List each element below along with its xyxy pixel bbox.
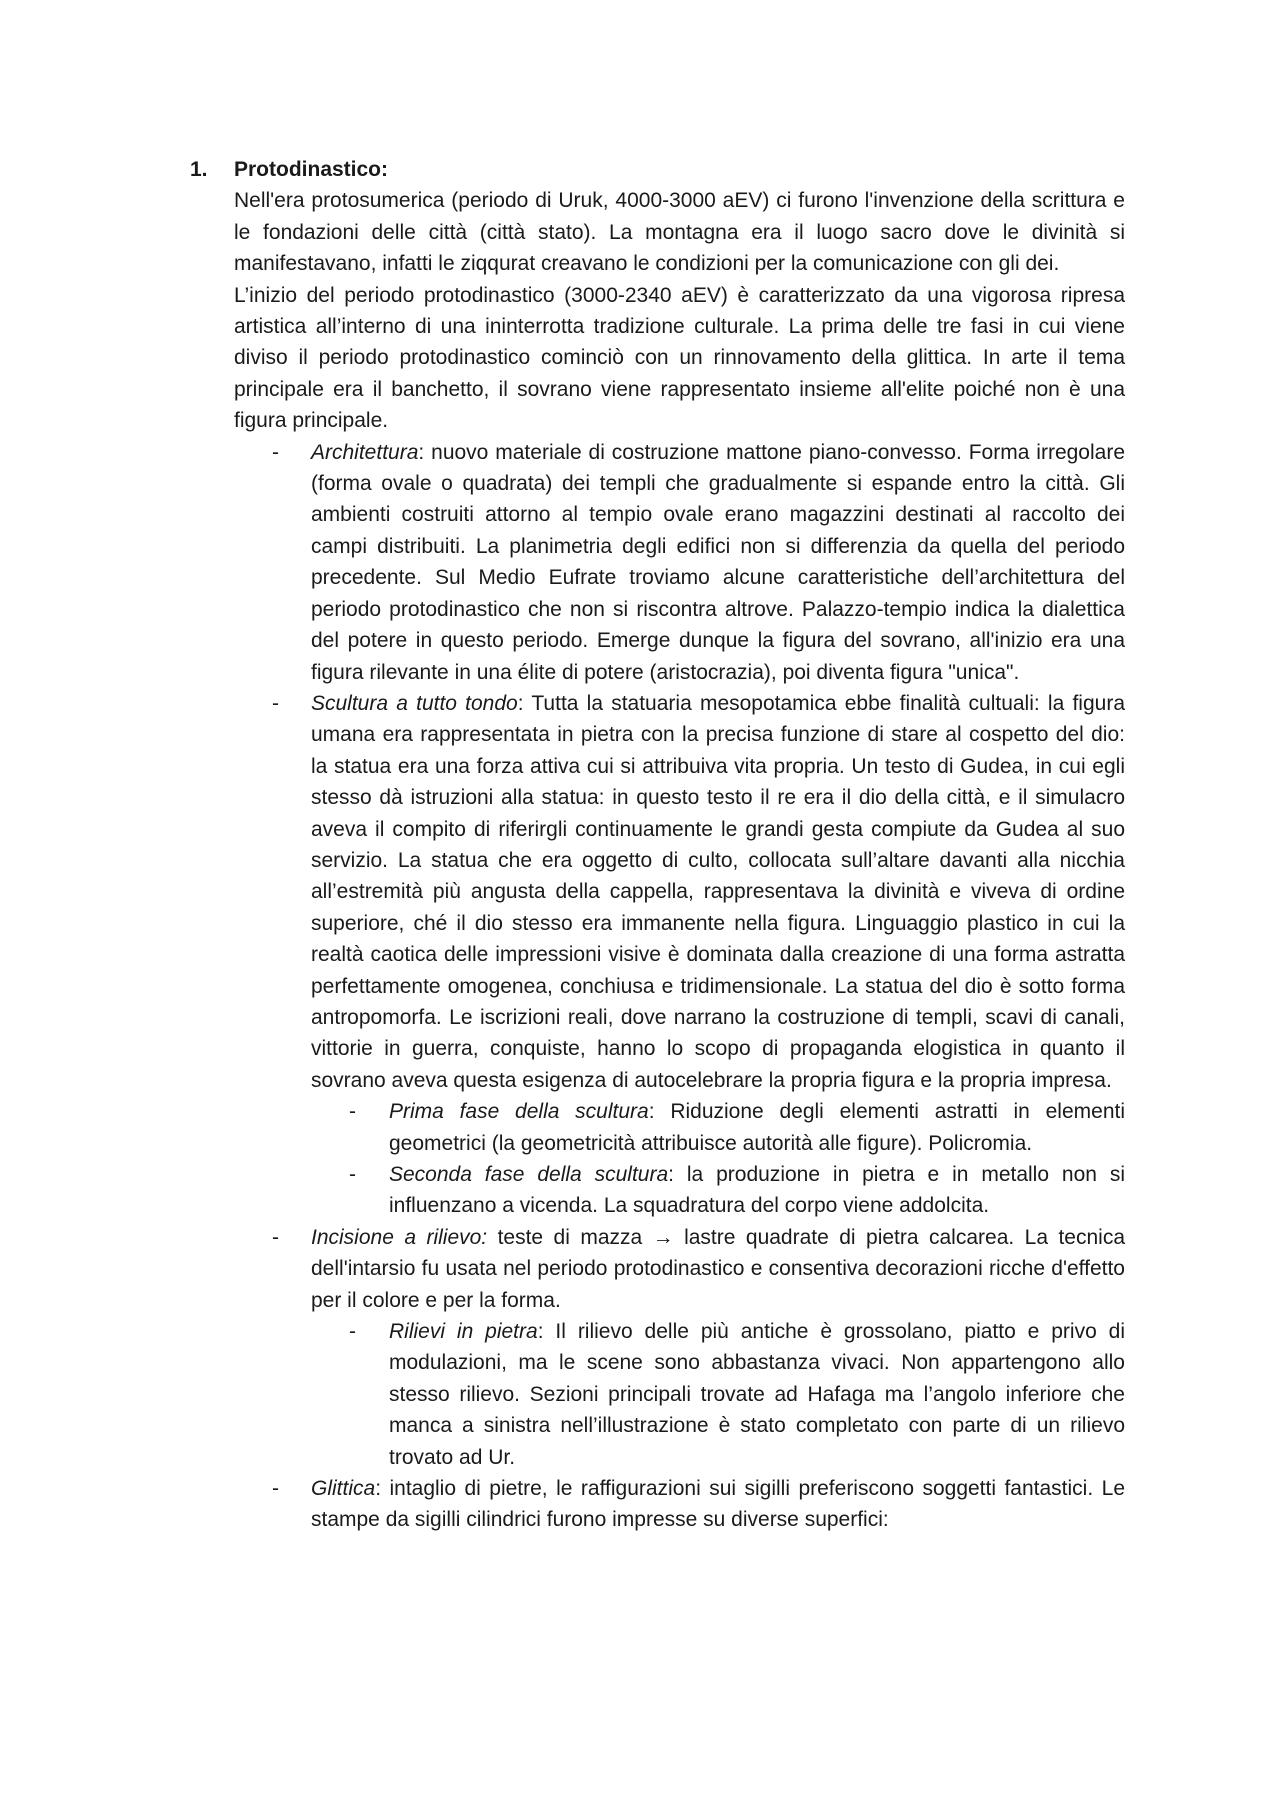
term-glittica: Glittica	[311, 1477, 376, 1501]
sublist-incisione	[311, 1316, 1125, 1473]
bullet-dash: -	[349, 1100, 356, 1124]
section-heading	[190, 154, 1125, 185]
bullet-dash: -	[272, 1225, 279, 1249]
description: : Tutta la statuaria mesopotamica ebbe finalità cultuali: la figura umana era rappresentata in pietra con la precisa funzione di stare al cospetto del dio: la statua era una forza attiva cui si attribuiva vita propria. Un testo di Gudea, in cui egli stesso dà istruzioni alla statua: in questo testo il re era il dio della città, e il simulacro aveva il compito di riferirgli continuamente le grandi gesta compiute da Gudea al suo servizio. La statua che era oggetto di culto, collocata sull’altare davanti alla nicchia all’estremità più angusta della cappella, rappresentava la divinità e viveva di ordine superiore, ché il dio stesso era immanente nella figura. Linguaggio plastico in cui la realtà caotica delle impressioni visive è dominata dalla creazione di una forma astratta perfettamente omogenea, conchiusa e tridimensionale. La statua del dio è sotto forma antropomorfa. Le iscrizioni reali, dove narrano la costruzione di templi, scavi di canali, vittorie in guerra, conquiste, hanno lo scopo di propaganda elogistica in quanto il sovrano aveva questa esigenza di autocelebrare la propria figura e la propria impresa.	[311, 691, 1125, 1092]
intro-paragraph-2: L’inizio del periodo protodinastico (3000-2340 aEV) è caratterizzato da una vigorosa ripresa artistica all’interno di una ininterrotta tradizione culturale. La prima delle tre fasi in cui viene diviso il periodo protodinastico cominciò con un rinnovamento della glittica. In arte il tema principale era il banchetto, il sovrano viene rappresentato insieme all'elite poiché non è una figura principale.	[234, 283, 1125, 433]
description: : intaglio di pietre, le raffigurazioni sui sigilli preferiscono soggetti fantastici. Le stampe da sigilli cilindrici furono impresse su diverse superfici:	[311, 1477, 1125, 1532]
sublist-item-rilievi	[311, 1316, 1125, 1473]
list-item-text	[311, 688, 1125, 1096]
description: : nuovo materiale di costruzione mattone piano-convesso. Forma irregolare (forma ovale o quadrata) dei templi che gradualmente si espande entro la città. Gli ambienti costruiti attorno al tempio ovale erano magazzini destinati al raccolto dei campi distribuiti. La planimetria degli edifici non si differenzia da quella del periodo precedente. Sul Medio Eufrate troviamo alcune caratteristiche dell’architettura del periodo protodinastico che non si riscontra altrove. Palazzo-tempio indica la dialettica del potere in questo periodo. Emerge dunque la figura del sovrano, all'inizio era una figura rilevante in una élite di potere (aristocrazia), poi diventa figura "unica".	[311, 440, 1125, 684]
term-rilievi: Rilievi in pietra	[389, 1320, 538, 1344]
list-item-text	[311, 1222, 1125, 1316]
term-architettura: Architettura	[311, 440, 419, 464]
list-item-text	[311, 1473, 1125, 1536]
bullet-dash: -	[272, 1477, 279, 1501]
intro-paragraph-1: Nell'era protosumerica (periodo di Uruk, 4000-3000 aEV) ci furono l'invenzione della scrittura e le fondazioni delle città (città stato). La montagna era il luogo sacro dove le divinità si manifestavano, infatti le ziqqurat creavano le condizioni per la comunicazione con gli dei.	[234, 189, 1125, 276]
bullet-dash: -	[272, 440, 279, 464]
sublist-item-seconda-fase	[311, 1159, 1125, 1222]
term-prima-fase: Prima fase della scultura	[389, 1100, 649, 1124]
term-seconda-fase: Seconda fase della scultura	[389, 1163, 669, 1186]
topic-list	[190, 437, 1125, 1536]
list-item-text	[389, 1096, 1125, 1159]
description: : la produzione in pietra e in metallo non si influenzano a vicenda. La squadratura del corpo viene addolcita.	[389, 1163, 1126, 1218]
description: teste di mazza → lastre quadrate di pietra calcarea. La tecnica dell'intarsio fu usata nel periodo protodinastico e consentiva decorazioni ricche d'effetto per il colore e per la forma.	[311, 1225, 1125, 1312]
bullet-dash: -	[349, 1163, 356, 1186]
description: : Riduzione degli elementi astratti in elementi geometrici (la geometricità attribuisce autorità alle figure). Policromia.	[389, 1100, 1125, 1155]
description: : Il rilievo delle più antiche è grossolano, piatto e privo di modulazioni, ma le scene sono abbastanza vivaci. Non appartengono allo stesso rilievo. Sezioni principali trovate ad Hafaga ma l’angolo inferiore che manca a sinistra nell’illustrazione è stato completato con parte di un rilievo trovato ad Ur.	[389, 1320, 1125, 1469]
section-title: Protodinastico:	[234, 158, 389, 181]
sublist-scultura	[311, 1096, 1125, 1222]
term-scultura: Scultura a tutto tondo	[311, 691, 518, 715]
list-item-glittica	[190, 1473, 1125, 1536]
list-item-scultura	[190, 688, 1125, 1222]
bullet-dash: -	[349, 1320, 356, 1344]
term-incisione: Incisione a rilievo:	[311, 1225, 488, 1249]
list-item-text	[389, 1159, 1125, 1222]
sublist-item-prima-fase	[311, 1096, 1125, 1159]
list-item-text	[311, 437, 1125, 688]
bullet-dash: -	[272, 691, 279, 715]
list-item-text	[389, 1316, 1125, 1473]
section-number: 1.	[190, 158, 208, 181]
list-item-incisione	[190, 1222, 1125, 1473]
list-item-architettura	[190, 437, 1125, 688]
